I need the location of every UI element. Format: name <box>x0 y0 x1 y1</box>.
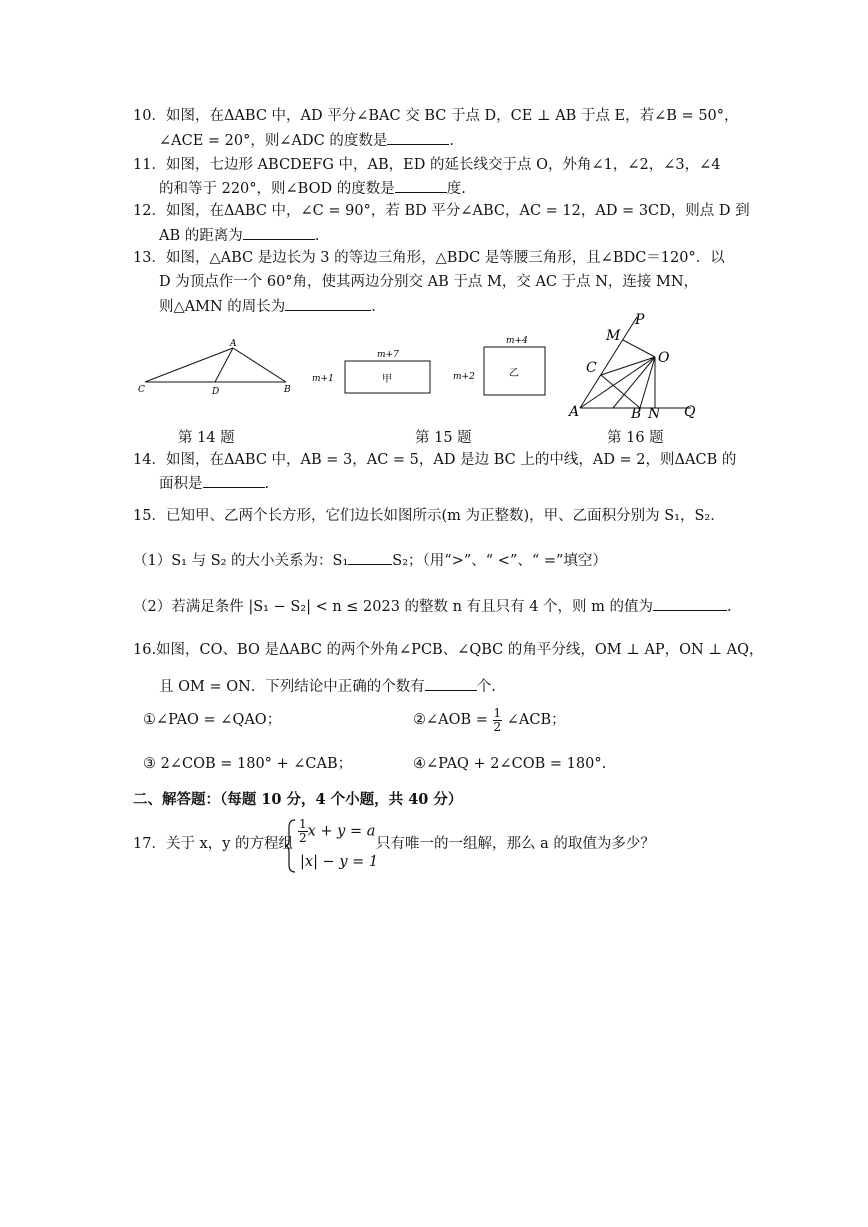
q12-answer-blank <box>243 225 315 240</box>
q14-answer-blank <box>203 473 265 488</box>
q14-text: 面积是 <box>159 476 203 492</box>
q17-suffix: 只有唯一的一组解，那么 a 的取值为多少？ <box>376 836 655 852</box>
q11-end: 度. <box>446 181 466 197</box>
figure-15 <box>310 334 550 400</box>
q16-line2-a: 且 OM = ON．下列结论中正确的个数有 <box>159 679 425 695</box>
q16-option-4: ④∠PAQ + 2∠COB = 180°. <box>413 756 607 772</box>
q15-line1: 15．已知甲、乙两个长方形，它们边长如图所示(m 为正整数)，甲、乙面积分别为 S₁，S₂． <box>133 508 725 524</box>
section-2-heading: 二、解答题：（每题 10 分，4 个小题，共 40 分） <box>133 791 463 808</box>
q15-part2-end: . <box>727 599 732 615</box>
fig14-label-b: B <box>284 385 291 395</box>
q15-part2 <box>133 596 732 617</box>
fig16-label-n: N <box>648 406 661 420</box>
fig14-label-d: D <box>212 387 220 397</box>
fig16-label-c: C <box>586 360 597 376</box>
fig14-label-c: C <box>138 385 145 395</box>
q16-answer-blank <box>425 676 477 691</box>
fig14-label-a: A <box>230 339 237 349</box>
q12-line1: 12．如图，在ΔABC 中，∠C = 90°，若 BD 平分∠ABC，AC = 12，AD = 3CD，则点 D 到 <box>133 203 750 219</box>
q16-opt2-fraction <box>493 707 503 734</box>
q10-text: ∠ACE = 20°，则∠ADC 的度数是 <box>159 133 388 149</box>
q10-line2 <box>159 130 454 151</box>
fig16-caption: 第 16 题 <box>607 430 664 446</box>
fig16-label-a: A <box>569 404 580 420</box>
q17-prefix: 17．关于 x，y 的方程组 <box>133 836 294 852</box>
q17-eq1 <box>298 818 375 845</box>
fig15-caption: 第 15 题 <box>415 430 472 446</box>
rect2-top-label: m+4 <box>506 336 528 346</box>
q12-line2 <box>159 225 319 246</box>
q14-line2 <box>159 473 269 494</box>
q16-line2-b: 个. <box>476 679 496 695</box>
q15-part1-b: S₂；（用“>”、“ <”、“ =”填空） <box>392 553 607 569</box>
fig16-label-b: B <box>631 406 642 420</box>
q12-text: AB 的距离为 <box>159 228 243 244</box>
q16-option-3: ③ 2∠COB = 180° + ∠CAB； <box>143 756 353 772</box>
q17-eq1-fraction <box>298 818 308 845</box>
q13-end: . <box>371 299 376 315</box>
q11-answer-blank <box>395 178 447 193</box>
rect2-name: 乙 <box>509 368 519 379</box>
q11-text: 的和等于 220°，则∠BOD 的度数是 <box>159 181 395 197</box>
q16-option-2 <box>413 706 566 734</box>
q10-answer-blank <box>387 130 449 145</box>
q13-text: 则△AMN 的周长为 <box>159 299 286 315</box>
q17-eq1-den: 2 <box>299 831 307 845</box>
q10-end: . <box>449 133 454 149</box>
q11-line2 <box>159 178 466 199</box>
q16-line2 <box>159 676 496 697</box>
q16-opt2-den: 2 <box>493 719 502 734</box>
q15-part2-blank <box>653 596 727 611</box>
rect2-side-label: m+2 <box>453 372 475 382</box>
q13-line3 <box>159 296 376 317</box>
rect1-name: 甲 <box>382 374 392 385</box>
q15-part1 <box>133 550 607 571</box>
q16-opt2-b: ∠ACB； <box>506 712 566 728</box>
q17-brace <box>284 818 298 874</box>
fig16-label-o: O <box>658 350 670 366</box>
q16-opt2-num: 1 <box>493 705 502 720</box>
fig16-label-m: M <box>606 328 621 344</box>
q15-part1-blank <box>348 550 392 565</box>
fig16-label-p: P <box>635 312 645 328</box>
figure-14 <box>133 336 298 398</box>
q17-eq2: |x| − y = 1 <box>300 854 379 870</box>
rect1-side-label: m+1 <box>312 374 334 384</box>
fig16-label-q: Q <box>684 404 696 420</box>
q13-line1: 13．如图，△ABC 是边长为 3 的等边三角形，△BDC 是等腰三角形，且∠BDC＝120°．以 <box>133 250 725 266</box>
q10-line1: 10．如图，在ΔABC 中，AD 平分∠BAC 交 BC 于点 D，CE ⊥ AB 于点 E，若∠B = 50°， <box>133 108 739 124</box>
q14-end: . <box>264 476 270 492</box>
rect1-top-label: m+7 <box>377 350 399 360</box>
q16-line1: 16.如图，CO、BO 是ΔABC 的两个外角∠PCB、∠QBC 的角平分线，OM ⊥ AP，ON ⊥ AQ， <box>133 642 764 658</box>
q13-line2: D 为顶点作一个 60°角，使其两边分别交 AB 于点 M，交 AC 于点 N，连接 MN， <box>159 274 699 290</box>
q15-part2-a: （2）若满足条件 |S₁ − S₂| < n ≤ 2023 的整数 n 有且只有 4 个，则 m 的值为 <box>133 599 654 615</box>
q14-line1: 14．如图，在ΔABC 中，AB = 3，AC = 5，AD 是边 BC 上的中线，AD = 2，则ΔACB 的 <box>133 452 737 468</box>
q17-eq1-rest: x + y = a <box>307 823 376 840</box>
q17-eq1-num: 1 <box>299 817 307 831</box>
fig14-caption: 第 14 题 <box>178 430 235 446</box>
q15-part1-a: （1）S₁ 与 S₂ 的大小关系为：S₁ <box>133 553 349 569</box>
figure-16 <box>563 310 713 420</box>
q16-opt2-a: ②∠AOB = <box>413 712 488 728</box>
q11-line1: 11．如图，七边形 ABCDEFG 中，AB，ED 的延长线交于点 O，外角∠1，∠2，∠3，∠4 <box>133 157 721 173</box>
q12-end: . <box>314 228 320 244</box>
q16-option-1: ①∠PAO = ∠QAO； <box>143 712 282 728</box>
q13-answer-blank <box>285 296 371 311</box>
